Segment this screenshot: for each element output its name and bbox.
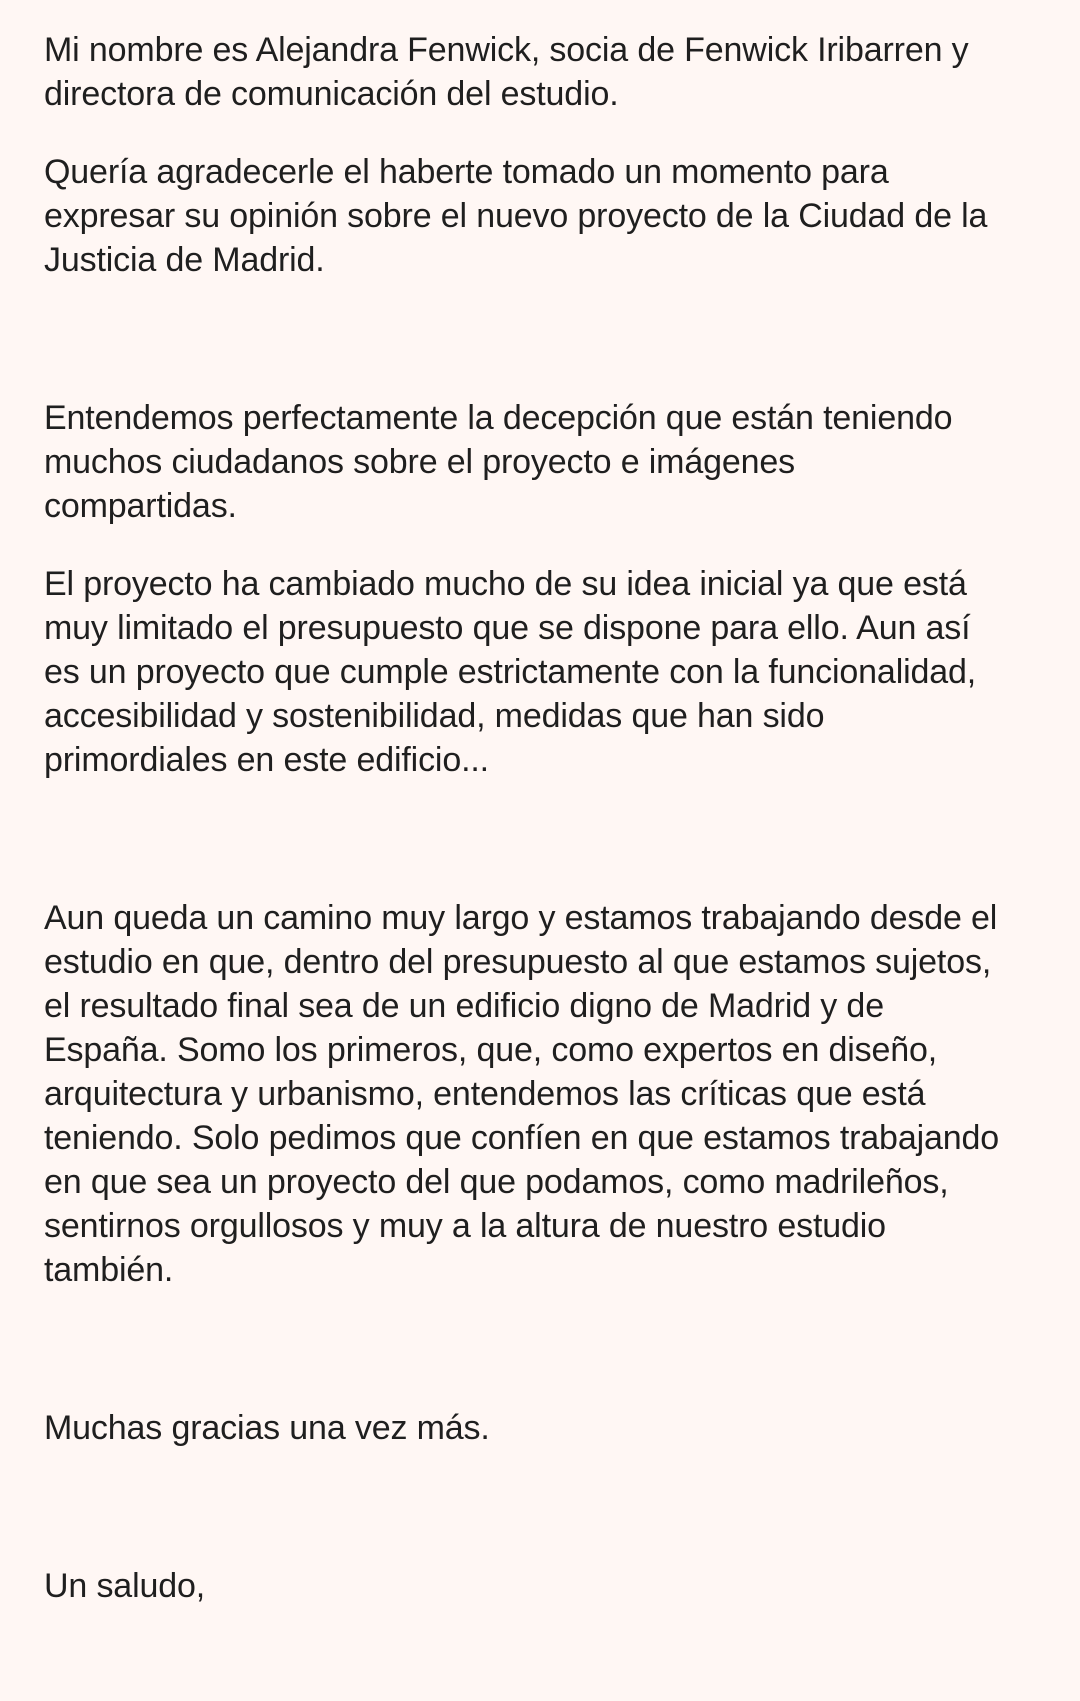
paragraph-project-changes: El proyecto ha cambiado mucho de su idea inicial ya que está muy limitado el presupuesto que se dispone para ello. Aun así es un proyecto que cumple estrictamente con la funcionalidad, accesibilidad y sostenibilidad, medidas que han sido primordiales en este edificio...: [44, 565, 977, 779]
paragraph-spacer: [44, 282, 1054, 396]
paragraph-spacer: [44, 528, 1054, 562]
paragraph-introduction: Mi nombre es Alejandra Fenwick, socia de Fenwick Iribarren y directora de comunicación del estudio.: [44, 31, 969, 113]
letter-body: [44, 28, 1054, 1608]
paragraph-thanks: Quería agradecerle el haberte tomado un momento para expresar su opinión sobre el nuevo proyecto de la Ciudad de la Justicia de Madrid.: [44, 153, 988, 279]
paragraph-ongoing-work: Aun queda un camino muy largo y estamos trabajando desde el estudio en que, dentro del presupuesto al que estamos sujetos, el resultado final sea de un edificio digno de Madrid y de España. Somo los primeros, que, como expertos en diseño, arquitectura y urbanismo, entendemos las críticas que está teniendo. Solo pedimos que confíen en que estamos trabajando en que sea un proyecto del que podamos, como madrileños, sentirnos orgullosos y muy a la altura de nuestro estudio también.: [44, 899, 1000, 1289]
paragraph-spacer: [44, 116, 1054, 150]
paragraph-closing-thanks: Muchas gracias una vez más.: [44, 1409, 490, 1447]
paragraph-signoff: Un saludo,: [44, 1567, 206, 1605]
paragraph-spacer: [44, 782, 1054, 896]
paragraph-spacer: [44, 1292, 1054, 1406]
paragraph-understanding: Entendemos perfectamente la decepción que están teniendo muchos ciudadanos sobre el proyecto e imágenes compartidas.: [44, 399, 953, 525]
paragraph-spacer: [44, 1450, 1054, 1564]
